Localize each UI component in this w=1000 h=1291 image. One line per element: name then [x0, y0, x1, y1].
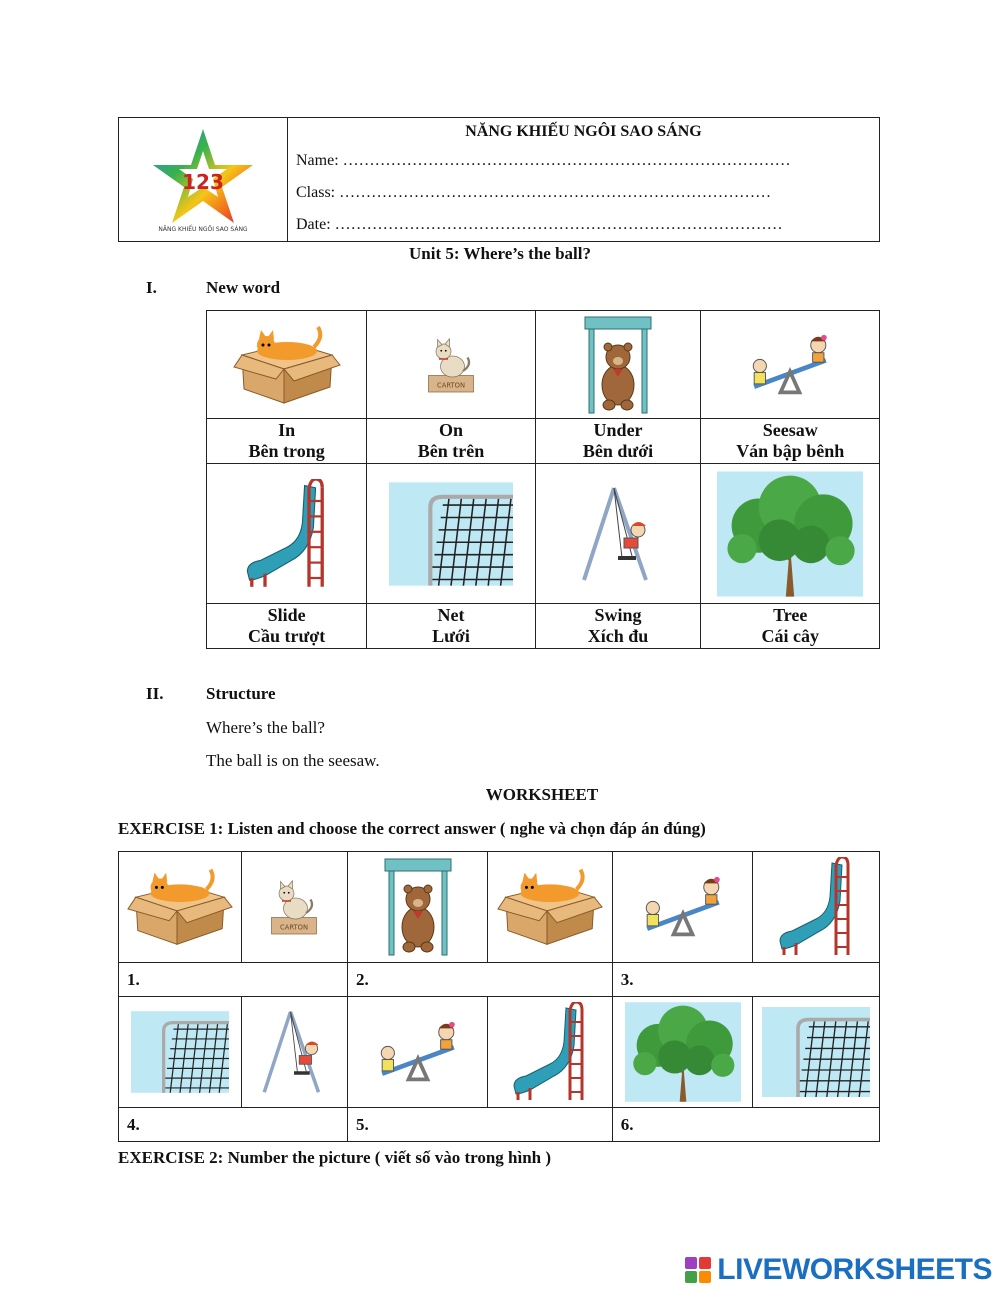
ex1-q4-option-a[interactable]	[119, 997, 242, 1108]
cat-in-box-icon	[496, 866, 604, 948]
ex1-q5-number: 5.	[348, 1108, 613, 1142]
ex1-q5-option-a[interactable]	[348, 997, 488, 1108]
brand-mark-icon	[685, 1257, 711, 1283]
bear-under-table-icon	[383, 857, 453, 957]
seesaw-icon	[635, 874, 731, 940]
ex1-q3-option-b[interactable]	[753, 852, 880, 963]
ex1-q6-number: 6.	[612, 1108, 879, 1142]
ex1-q6-option-a[interactable]	[612, 997, 753, 1108]
vocab-label-seesaw: Seesaw Ván bập bênh	[701, 419, 880, 464]
ex1-q4-option-b[interactable]	[241, 997, 347, 1108]
name-field[interactable]: Name: …………………………………………………………………………	[296, 152, 791, 170]
vocab-label-slide: Slide Cầu trượt	[207, 604, 367, 649]
swing-icon	[259, 1008, 329, 1096]
section-2-numeral: II.	[146, 684, 164, 703]
ex1-q4-number: 4.	[119, 1108, 348, 1142]
tree-icon	[717, 471, 863, 597]
swing-icon	[578, 484, 658, 584]
seesaw-icon	[742, 332, 838, 398]
tree-icon	[625, 1002, 741, 1102]
ex1-q6-option-b[interactable]	[753, 997, 880, 1108]
net-icon	[131, 1011, 229, 1093]
svg-text:NĂNG KHIẾU NGÔI SAO SÁNG: NĂNG KHIẾU NGÔI SAO SÁNG	[158, 225, 248, 233]
vocab-label-under: Under Bên dưới	[535, 419, 701, 464]
net-icon	[762, 1007, 870, 1097]
ex1-q1-option-b[interactable]	[241, 852, 347, 963]
vocab-label-tree: Tree Cái cây	[701, 604, 880, 649]
cat-on-box-icon	[421, 328, 481, 402]
date-field[interactable]: Date: …………………………………………………………………………	[296, 216, 783, 234]
school-name-cell	[288, 118, 880, 145]
vocab-picture-slide	[207, 464, 367, 604]
slide-icon	[507, 1002, 593, 1102]
ex1-q1-option-a[interactable]	[119, 852, 242, 963]
school-logo	[119, 118, 288, 242]
brand-name: LIVEWORKSHEETS	[717, 1253, 992, 1286]
ex1-q2-option-b[interactable]	[488, 852, 613, 963]
section-1-numeral: I.	[146, 278, 157, 297]
ex1-q2-number: 2.	[348, 963, 613, 997]
svg-text:123: 123	[182, 169, 224, 194]
bear-under-table-icon	[583, 315, 653, 415]
ex1-q3-option-a[interactable]	[612, 852, 753, 963]
vocab-picture-on	[367, 311, 535, 419]
vocab-picture-swing	[535, 464, 701, 604]
section-1-title: New word	[206, 278, 281, 297]
vocab-label-swing: Swing Xích đu	[535, 604, 701, 649]
exercise-1-title: EXERCISE 1: Listen and choose the correct answer ( nghe và chọn đáp án đúng)	[118, 819, 706, 838]
net-icon	[389, 482, 513, 586]
worksheet-title: WORKSHEET	[485, 785, 599, 804]
exercise-2-title: EXERCISE 2: Number the picture ( viết số vào trong hình )	[118, 1148, 552, 1167]
vocab-table	[206, 310, 880, 649]
vocab-picture-net	[367, 464, 535, 604]
exercise-1-table	[118, 851, 880, 1142]
vocab-picture-seesaw	[701, 311, 880, 419]
vocab-picture-under	[535, 311, 701, 419]
cat-in-box-icon	[126, 866, 234, 948]
vocab-label-on: On Bên trên	[367, 419, 535, 464]
ex1-q5-option-b[interactable]	[488, 997, 613, 1108]
seesaw-icon	[370, 1019, 466, 1085]
vocab-picture-tree	[701, 464, 880, 604]
class-field[interactable]: Class: ………………………………………………………………………	[296, 184, 772, 202]
liveworksheets-logo	[685, 1252, 992, 1288]
slide-icon	[239, 479, 335, 589]
cat-in-box-icon	[232, 324, 342, 406]
cat-on-box-icon	[264, 870, 324, 944]
header-table	[118, 117, 880, 242]
vocab-picture-in	[207, 311, 367, 419]
structure-question: Where’s the ball?	[206, 718, 325, 737]
structure-answer: The ball is on the seesaw.	[206, 751, 380, 770]
vocab-label-net: Net Lưới	[367, 604, 535, 649]
vocab-label-in: In Bên trong	[207, 419, 367, 464]
ex1-q3-number: 3.	[612, 963, 879, 997]
section-2-title: Structure	[206, 684, 276, 703]
unit-title: Unit 5: Where’s the ball?	[409, 244, 591, 263]
slide-icon	[773, 857, 859, 957]
ex1-q2-option-a[interactable]	[348, 852, 488, 963]
star-logo-icon	[143, 125, 263, 235]
school-name: NĂNG KHIẾU NGÔI SAO SÁNG	[465, 123, 702, 141]
ex1-q1-number: 1.	[119, 963, 348, 997]
